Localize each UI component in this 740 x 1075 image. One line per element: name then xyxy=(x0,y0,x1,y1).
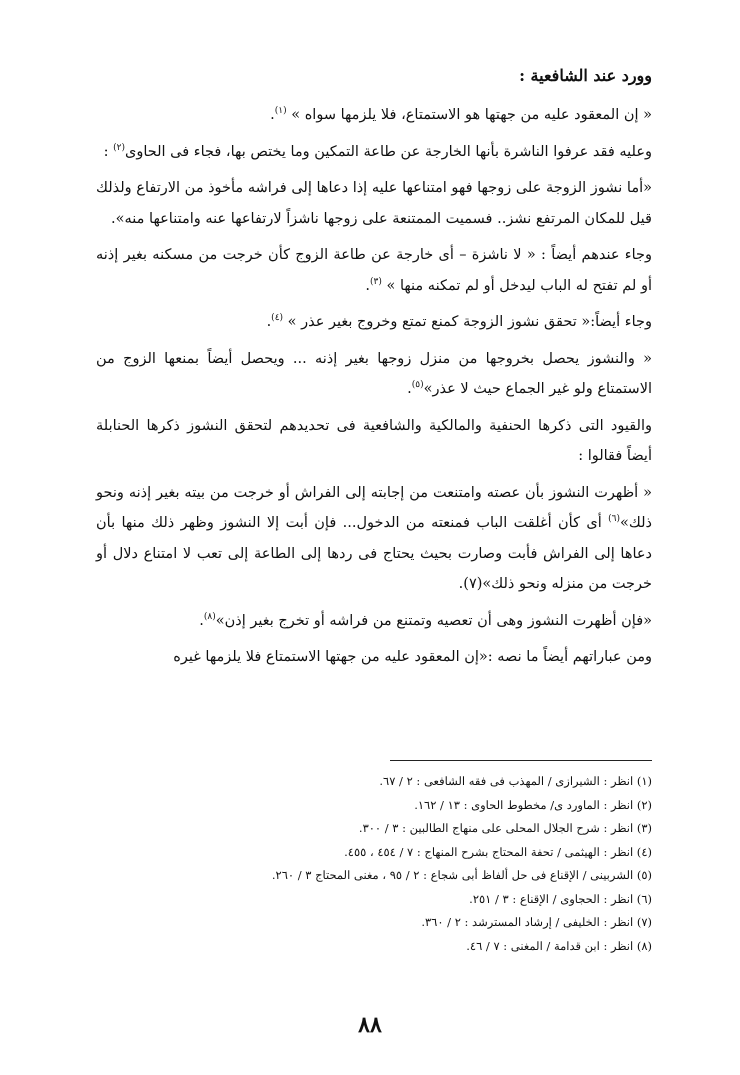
footnote-reference: (٣) xyxy=(369,276,382,287)
paragraph: « والنشوز يحصل بخروجها من منزل زوجها بغير إذنه ... ويحصل أيضاً بمنعها الزوج من الاستمتاع ولو غير الجماع حيث لا عذر»$^{(٥)}$. xyxy=(96,350,652,397)
footnote-reference: (١) xyxy=(274,106,287,117)
body-text xyxy=(96,100,652,679)
footnote-reference: (٦) xyxy=(608,514,621,525)
page-number: ٨٨ xyxy=(358,1012,382,1038)
paragraph: وجاء أيضاً:« تحقق نشوز الزوجة كمنع تمتع وخروج بغير عذر » $^{(٤)}$. xyxy=(266,313,652,330)
footnote: (١) انظر : الشيرازى / المهذب فى فقه الشافعى : ٢ / ٦٧. xyxy=(379,774,652,788)
paragraph: «فإن أظهرت النشوز وهى أن تعصيه وتمتنع من فراشه أو تخرج بغير إذن»$^{(٨)}$. xyxy=(199,611,652,629)
footnote-divider xyxy=(390,760,652,761)
paragraph: وجاء عندهم أيضاً : « لا ناشزة – أى خارجة عن طاعة الزوج كأن خرجت من مسكنه بغير إذنه أو لم تفتح له الباب ليدخل أو لم تمكنه منها » $^{(٣)}$. xyxy=(96,247,652,294)
footnote-reference: (٥) xyxy=(411,380,424,391)
footnote: (٣) انظر : شرح الجلال المحلى على منهاج الطالبين : ٣ / ٣٠٠. xyxy=(358,821,652,835)
footnote-reference: (٨) xyxy=(203,611,216,622)
paragraph: وعليه فقد عرفوا الناشرة بأنها الخارجة عن طاعة التمكين وما يختص بها، فجاء فى الحاوى$^{(٢)}$ : xyxy=(103,142,652,160)
paragraph: « أظهرت النشوز بأن عصته وامتنعت من إجابته إلى الفراش أو خرجت من بيته بغير إذنه ونحو ذلك»$^{(٦)}$ أى كأن أغلقت الباب فمنعته من الدخول... فإن أبت إلا النشوز وظهر ذلك منها بأن دعاها إلى الفراش فأبت وصارت بحيث يحتاج فى ردها إلى الطاعة إلى تعب لا امتناع دلال أو خرجت من منزله ونحو ذلك»(٧). xyxy=(96,484,652,592)
section-heading: وورد عند الشافعية : xyxy=(519,66,652,85)
footnote: (٧) انظر : الخليفى / إرشاد المسترشد : ٢ / ٣٦٠. xyxy=(421,915,652,929)
footnotes-list xyxy=(96,770,652,958)
footnote: (٢) انظر : الماورد ى/ مخطوط الحاوى : ١٣ / ١٦٢. xyxy=(414,797,652,812)
paragraph: «أما نشوز الزوجة على زوجها فهو امتناعها عليه إذا دعاها إلى فراشه مأخوذ من الارتفاع ولذلك قيل للمكان المرتفع نشز.. فسميت الممتنعة على زوجها ناشزاً لارتفاعها عنه وامتناعها منه». xyxy=(96,180,652,227)
footnote: (٨) انظر : ابن قدامة / المغنى : ٧ / ٤٦. xyxy=(466,938,652,953)
footnote-reference: (٤) xyxy=(271,313,284,324)
footnote: (٥) الشربينى / الإقناع فى حل ألفاظ أبى شجاع : ٢ / ٩٥ ، مغنى المحتاج ٣ / ٢٦٠. xyxy=(271,868,652,882)
footnote: (٦) انظر : الحجاوى / الإقناع : ٣ / ٢٥١. xyxy=(469,891,652,906)
paragraph: « إن المعقود عليه من جهتها هو الاستمتاع، فلا يلزمها سواه » $^{(١)}$. xyxy=(270,106,652,123)
paragraph: ومن عباراتهم أيضاً ما نصه :«إن المعقود عليه من جهتها الاستمتاع فلا يلزمها غيره xyxy=(173,649,652,665)
footnote-reference: (٢) xyxy=(113,142,125,153)
paragraph: والقيود التى ذكرها الحنفية والمالكية والشافعية فى تحديدهم لتحقق النشوز ذكرها الحنابلة أيضاً فقالوا : xyxy=(96,417,652,464)
footnote: (٤) انظر : الهيثمى / تحفة المحتاج بشرح المنهاج : ٧ / ٤٥٤ ، ٤٥٥. xyxy=(344,844,652,859)
